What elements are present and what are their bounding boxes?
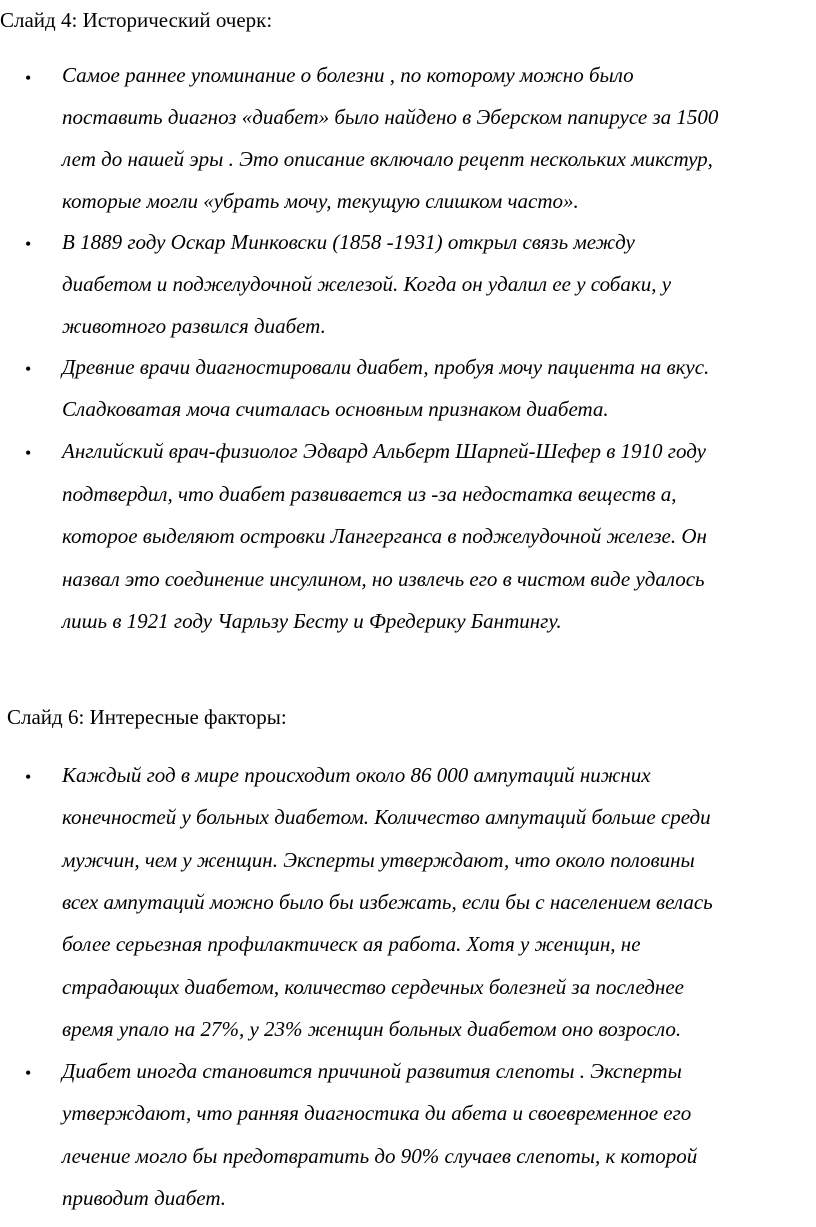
slide4-b4-line1: Английский врач-физиолог Эдвард Альберт Шарпей-Шефер в 1910 году	[62, 439, 706, 463]
bullet-marker: •	[25, 359, 32, 379]
slide4-b4-line4: назвал это соединение инсулином, но извлечь его в чистом виде удалось	[62, 567, 705, 591]
slide4-b2-line2: диабетом и поджелудочной железой. Когда он удалил ее у собаки, у	[62, 272, 672, 296]
slide4-b1-line2: поставить диагноз «диабет» было найдено в Эберском папирусе за 1500	[62, 105, 719, 129]
slide6-b2-line3: лечение могло бы предотвратить до 90% случаев слепоты, к которой	[62, 1144, 698, 1168]
bullet-marker: •	[25, 234, 32, 254]
bullet-marker: •	[25, 767, 32, 787]
slide4-heading: Слайд 4: Исторический очерк:	[0, 8, 273, 32]
slide6-b1-line6: страдающих диабетом, количество сердечных болезней за последнее	[62, 975, 684, 999]
slide4-b3-line2: Сладковатая моча считалась основным признаком диабета.	[62, 397, 609, 421]
slide6-b1-line1: Каждый год в мире происходит около 86 000 ампутаций нижних	[62, 763, 651, 787]
bullet-marker: •	[25, 1063, 32, 1083]
slide4-b2-line1: В 1889 году Оскар Минковски (1858 -1931) открыл связь между	[62, 230, 635, 254]
slide4-b4-line2: подтвердил, что диабет развивается из -за недостатка веществ а,	[62, 482, 677, 506]
slide4-b4-line5: лишь в 1921 году Чарльзу Бесту и Фредерику Бантингу.	[62, 609, 562, 633]
slide6-b2-line4: приводит диабет.	[62, 1186, 227, 1210]
slide6-b1-line4: всех ампутаций можно было бы избежать, если бы с населением велась	[62, 890, 713, 914]
slide4-b4-line3: которое выделяют островки Лангерганса в поджелудочной железе. Он	[62, 524, 707, 548]
bullet-marker: •	[25, 443, 32, 463]
slide6-b1-line3: мужчин, чем у женщин. Эксперты утверждают, что около половины	[62, 848, 695, 872]
slide4-b1-line4: которые могли «убрать мочу, текущую слишком часто».	[62, 189, 579, 213]
slide4-b1-line3: лет до нашей эры . Это описание включало рецепт нескольких микстур,	[62, 147, 713, 171]
slide6-b2-line2: утверждают, что ранняя диагностика ди абета и своевременное его	[62, 1101, 692, 1125]
slide6-b1-line7: время упало на 27%, у 23% женщин больных диабетом оно возросло.	[62, 1017, 682, 1041]
slide4-b2-line3: животного развился диабет.	[62, 314, 326, 338]
slide4-b1-line1: Самое раннее упоминание о болезни , по которому можно было	[62, 63, 634, 87]
bullet-marker: •	[25, 68, 32, 88]
slide6-b1-line2: конечностей у больных диабетом. Количество ампутаций больше среди	[62, 805, 711, 829]
slide4-b3-line1: Древние врачи диагностировали диабет, пробуя мочу пациента на вкус.	[62, 355, 710, 379]
slide6-heading: Слайд 6: Интересные факторы:	[7, 705, 287, 729]
slide6-b2-line1: Диабет иногда становится причиной развития слепоты . Эксперты	[62, 1059, 682, 1083]
slide6-b1-line5: более серьезная профилактическ ая работа. Хотя у женщин, не	[62, 932, 641, 956]
